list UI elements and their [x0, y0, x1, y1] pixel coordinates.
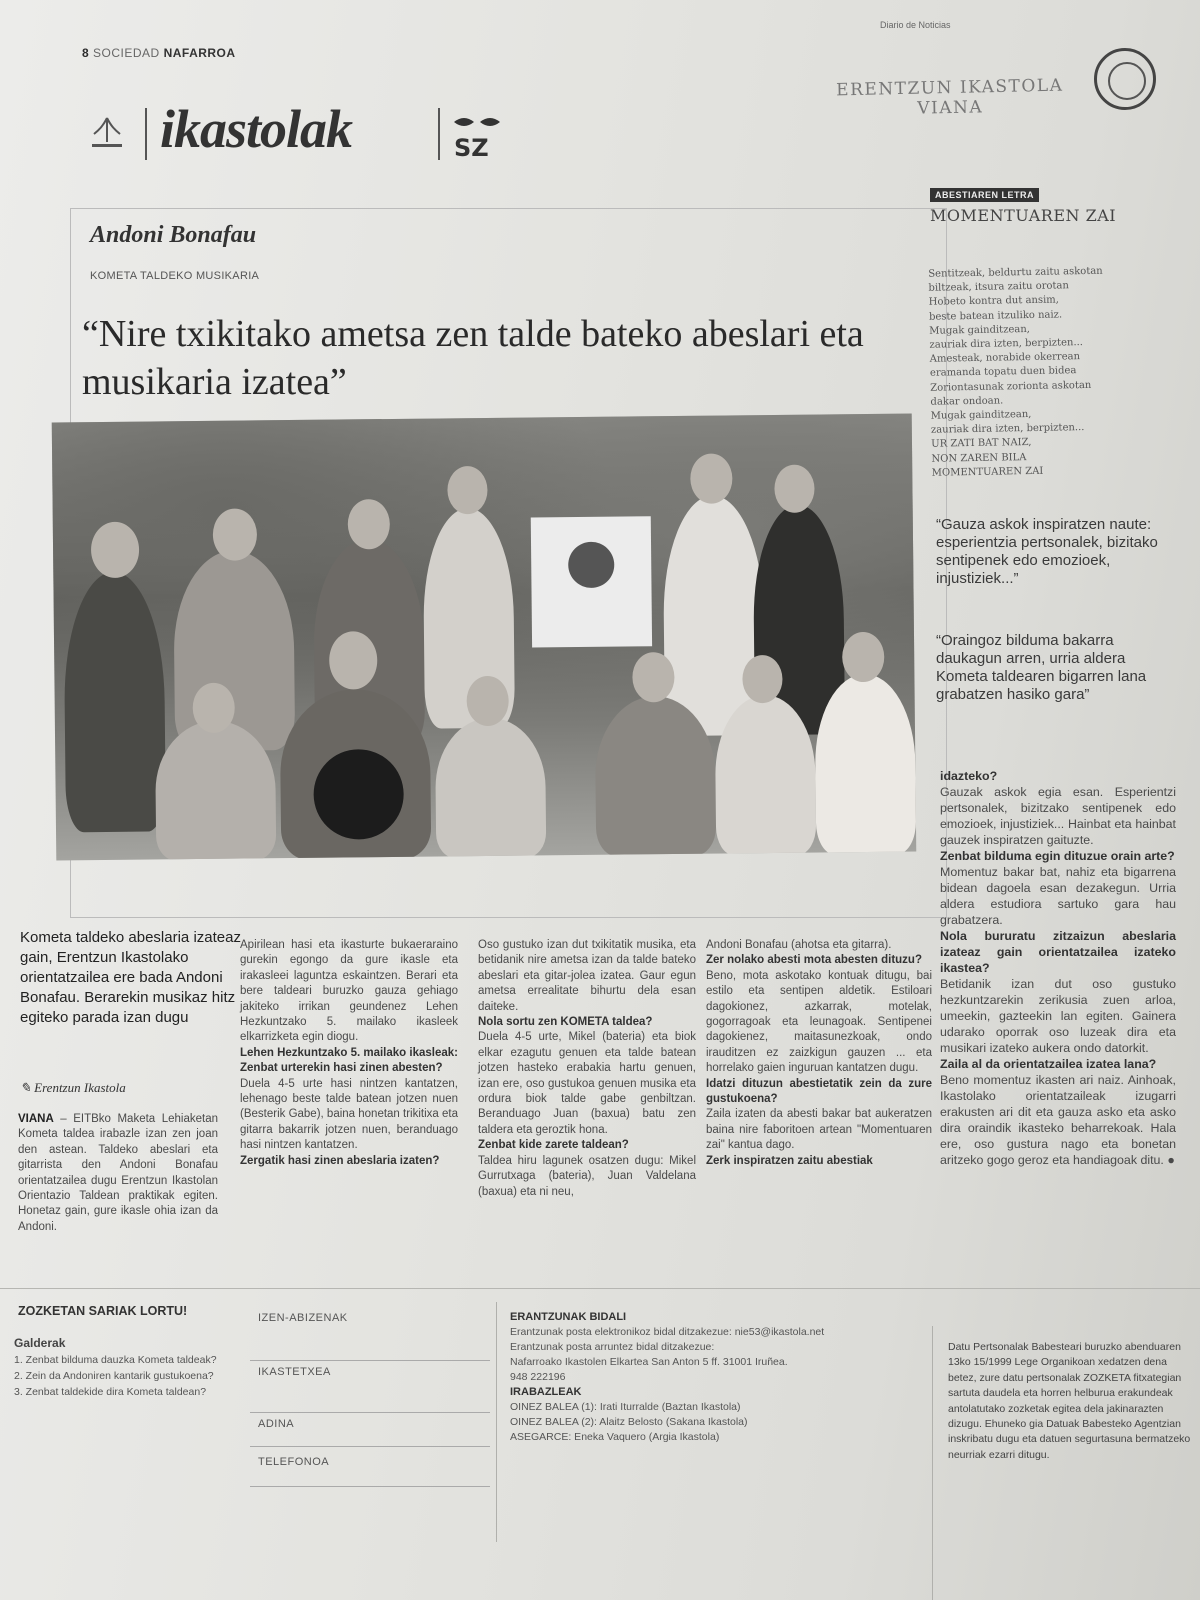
question-item: 3. Zenbat taldekide dira Kometa taldean? [14, 1386, 207, 1398]
lyric-line: zauriak dira izten, berpizten... [930, 422, 1085, 436]
lyric-line: Hobeto kontra dut ansim, [928, 294, 1060, 309]
lyric-line: Mugak gainditzean, [930, 409, 1032, 422]
lyric-line: MOMENTUAREN ZAI [931, 465, 1044, 479]
lyric-line: beste batean itzuliko naiz. [928, 309, 1063, 323]
lyric-line: dakar ondoan. [930, 395, 1004, 408]
school-seal-icon [1094, 48, 1156, 110]
answers-title: ERANTZUNAK BIDALI [510, 1311, 627, 1323]
contest-questions [14, 1352, 224, 1400]
questions-label: Galderak [14, 1336, 66, 1350]
section-name: SOCIEDAD [93, 46, 160, 60]
form-field-line [250, 1412, 490, 1413]
form-field-line [250, 1446, 490, 1447]
header-divider [145, 108, 147, 160]
winner-line: OINEZ BALEA (1): Irati Iturralde (Baztan Ikastola) [510, 1401, 741, 1413]
field-label-name: IZEN-ABIZENAK [258, 1312, 348, 1324]
headline-quote: “Nire txikitako ametsa zen talde bateko abeslari eta musikaria izatea” [82, 313, 864, 403]
field-label-age: ADINA [258, 1418, 295, 1430]
page-number: 8 [82, 46, 90, 60]
newspaper-name: Diario de Noticias [880, 20, 951, 30]
article-column-5: idazteko? Gauzak askok egia esan. Esperientzi pertsonalek, bizitzako sentipenek edo emozioek, injustiziek... Hainbat eta hainbat gauzek inspiratzen gaituzte. Zenbat bilduma egin dituzue orain arte? Momentuz bakar bat, nahiz eta bigarrena bidean dagoela esan dezakegun. Urria aldera estudiora sartuko gara hau grabatzera. Nola bururatu zitzaizun abeslaria izateaz gain orientatzailea izateko ikastea? Betidanik izan dut oso gustuko hezkuntzarekin zerikusia zuen arloa, umeekin, gazteekin lan egiten. Gainera udarako oporrak oso luzeak dira eta musikari izateko aukera ondo datorkit. Zaila al da orientatzailea izatea lana? Beno momentuz ikasten ari naiz. Ainhoak, Ikastolako orientatzaileak izugarri erakusten ari dit eta gauza asko eta asko dira oraindik ikasteko beharrekoak. Hala ere, oso gustura nago eta bonetan aritzeko gogo geroz eta handiagoak ditu. ● [940, 769, 1176, 1167]
question-item: 2. Zein da Andoniren kantarik gustukoena? [14, 1370, 214, 1382]
article-column-1: VIANA – EITBko Maketa Lehiaketan Kometa taldea irabazle izan zen joan den astean. Taldeko abeslari eta gitarrista den Andoni Bonafau orientatzailea dugu Erentzun Ikastolan Orientazio Taldean praktikak egiten. Honetaz gain, gure ikasle ohia izan da Andoni. [18, 1113, 218, 1233]
question-item: 1. Zenbat bilduma dauzka Kometa taldeak? [14, 1354, 217, 1366]
winners-title: IRABAZLEAK [510, 1386, 582, 1398]
answers-line: Erantzunak posta arruntez bidal ditzakezue: [510, 1341, 715, 1353]
answers-line: 948 222196 [510, 1371, 566, 1383]
column-divider [496, 1302, 497, 1542]
form-field-line [250, 1360, 490, 1361]
lyric-line: eramanda topatu duen bidea [929, 365, 1077, 380]
section-divider [0, 1288, 1200, 1289]
lyric-line: zauriak dira izten, berpizten... [929, 337, 1084, 351]
field-label-phone: TELEFONOA [258, 1456, 330, 1468]
answers-block [510, 1310, 920, 1445]
page-folio [82, 46, 236, 60]
interviewee-name: Andoni Bonafau [90, 222, 257, 248]
song-lyrics [928, 264, 1132, 481]
photo-credit: ✎ Erentzun Ikastola [20, 1080, 126, 1095]
answers-line: Erantzunak posta elektronikoz bidal ditzakezue: nie53@ikastola.net [510, 1326, 825, 1338]
winner-line: ASEGARCE: Eneka Vaquero (Argia Ikastola) [510, 1431, 720, 1443]
header-divider [438, 108, 440, 160]
lyric-line: Mugak gainditzean, [929, 323, 1031, 337]
group-photo [52, 414, 917, 861]
interviewee-role: KOMETA TALDEKO MUSIKARIA [90, 270, 260, 282]
ikastolak-logo-icon [84, 112, 130, 158]
answers-line: Nafarroako Ikastolen Elkartea San Anton 5 ff. 31001 Iruñea. [510, 1356, 788, 1368]
region-name: NAFARROA [163, 46, 236, 60]
lyric-line: biltzeak, itsura zaitu orotan [928, 280, 1069, 294]
lyric-line: Amesteak, norabide okerrean [929, 351, 1081, 365]
lyric-line: NON ZAREN BILA [931, 451, 1027, 465]
article-column-3: Oso gustuko izan dut txikitatik musika, eta betidanik nire ametsa izan da talde bateko abeslari eta gitar-jolea izatea. Gaur egun ametsa errealitate bihurtu dela esan daiteke. Nola sortu zen KOMETA taldea? Duela 4-5 urte, Mikel (bateria) eta biok elkar ezagutu genuen eta talde batean jotzen hasteko erabakia hartu genuen, izan ere, oso gustukoa genuen musika eta ordura biok talde gabe genbiltzan. Beranduago Juan (baxua) batu zen taldera eta geroztik hona. Zenbat kide zarete taldean? Taldea hiru lagunek osatzen dugu: Mikel Gurrutxaga (bateria), Juan Valdelana (baxua) eta ni neu, [478, 939, 696, 1198]
lyrics-title: MOMENTUAREN ZAI [930, 206, 1117, 225]
pull-quote: “Gauza askok inspiratzen naute: esperientzia pertsonalek, bizitako sentipenek edo emozioek, injustiziek...” [936, 516, 1158, 587]
lyric-line: Sentitzeak, beldurtu zaitu askotan [928, 265, 1103, 280]
section-title: ikastolak [160, 99, 353, 159]
contest-title: ZOZKETAN SARIAK LORTU! [18, 1304, 188, 1318]
data-protection-note: Datu Pertsonalak Babesteari buruzko abenduaren 13ko 15/1999 Lege Organikoan xedatzen dena betez, zure datu pertsonalak ZOZKETA fitxategian sartuta daudela eta horren helburua erakundeak antolatutako zozketak egitea dela jakinarazten dizugu. Ehuneko gia Datuak Babesteko Agentzian inskribatu dugu eta datuen segurtasuna bermatzeko neurriak ezarri ditugu. [948, 1341, 1191, 1461]
school-name: ERENTZUN IKASTOLA VIANA [835, 75, 1064, 119]
svg-text:SZ: SZ [454, 134, 489, 160]
pull-quote: “Oraingoz bilduma bakarra daukagun arren, urria aldera Kometa taldearen bigarren lana grabatzen hasiko gara” [936, 632, 1147, 703]
sz-logo-icon [448, 112, 508, 160]
lyrics-tag: ABESTIAREN LETRA [930, 188, 1039, 202]
lyric-line: UR ZATI BAT NAIZ, [931, 437, 1032, 451]
article-column-2: Apirilean hasi eta ikasturte bukaeraraino gurekin egongo da gure ikasle eta irakasleei laguntza eskaintzen. Berari eta bere taldeari buruzko gauza gehiago jakiteko irrikan geundenez Lehen Hezkuntzako 5. mailako ikasleek elkarrizketa egin diogu. Lehen Hezkuntzako 5. mailako ikasleak: Zenbat urterekin hasi zinen abesten? Duela 4-5 urte hasi nintzen kantatzen, lehenago beste talde batean jotzen nuen (Besterik Gabe), baina honetan trikitixa eta gitarra bakarrik jotzen nuen, beranduago hasi nintzen kantatzen. Zergatik hasi zinen abeslaria izaten? [240, 939, 458, 1167]
form-field-line [250, 1486, 490, 1487]
lyric-line: Zoriontasunak zorionta askotan [930, 379, 1092, 394]
article-lede: Kometa taldeko abeslaria izateaz gain, Erentzun Ikastolako orientatzailea ere bada Andoni Bonafau. Berarekin musikaz hitz egiteko parada izan dugu [20, 929, 241, 1026]
field-label-school: IKASTETXEA [258, 1366, 331, 1378]
article-column-4: Andoni Bonafau (ahotsa eta gitarra). Zer nolako abesti mota abesten dituzu? Beno, mota askotako kontuak ditugu, bai estilo eta sentipen aldetik. Estiloari dagokionez, azkarrak, motelak, gogorragoak eta leunagoak. Sentipenei dagokienez, maitasunezkoak, ondo irauditzen ez zaizkigun gauzen ... eta horrelako gaien inguruan kantatzen dugu. Idatzi dituzun abestietatik zein da zure gustukoena? Zaila izaten da abesti bakar bat aukeratzen baina nire faboritoen artean "Momentuaren zai" kantua dago. Zerk inspiratzen zaitu abestiak [706, 939, 932, 1167]
winner-line: OINEZ BALEA (2): Alaitz Belosto (Sakana Ikastola) [510, 1416, 748, 1428]
